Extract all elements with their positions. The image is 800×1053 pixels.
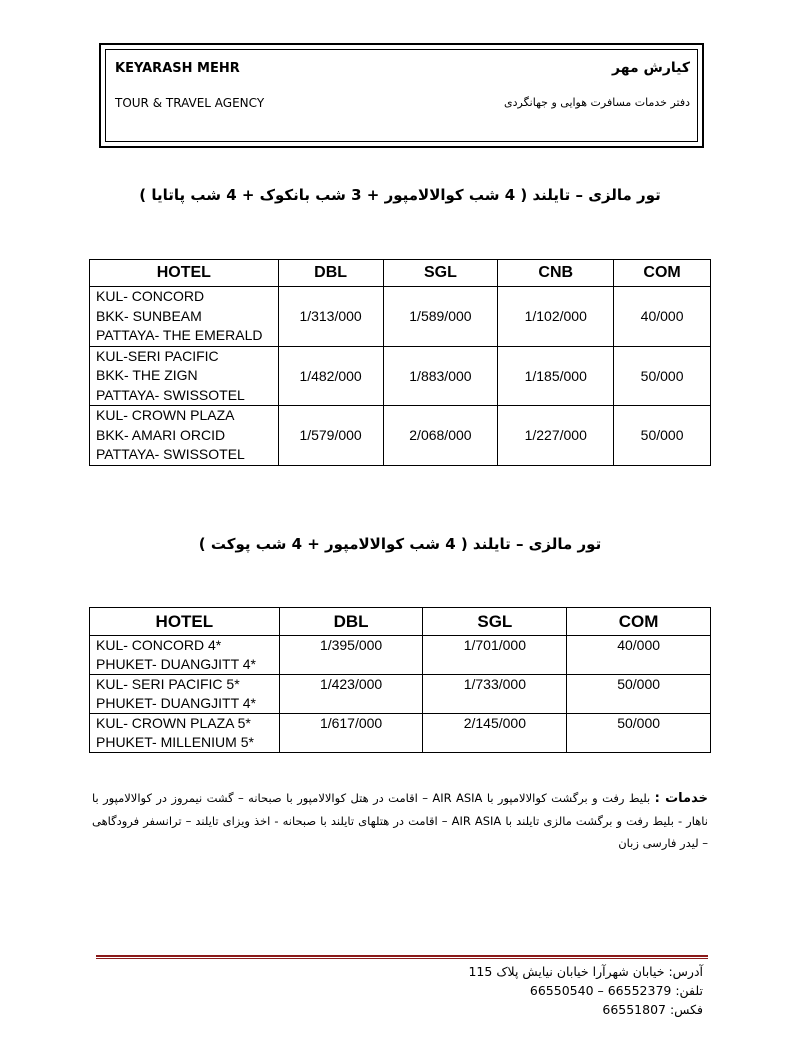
column-header-hotel: HOTEL — [90, 260, 279, 287]
agency-subtitle-persian: دفتر خدمات مسافرت هوایی و جهانگردی — [504, 96, 690, 109]
sgl-price: 1/589/000 — [383, 287, 498, 347]
hotel-cell — [90, 714, 280, 753]
footer-divider — [96, 955, 708, 959]
hotel-line: KUL- CONCORD 4* — [96, 637, 222, 653]
column-header-dbl: DBL — [279, 608, 423, 636]
hotel-line: BKK- AMARI ORCID — [96, 426, 226, 443]
hotel-cell — [90, 406, 279, 466]
com-value: 40/000 — [614, 287, 711, 347]
tour1-title: تور مالزی – تایلند ( 4 شب کوالالامپور + 3 شب بانکوک + 4 شب پاتایا ) — [139, 186, 661, 204]
column-header-sgl: SGL — [383, 260, 498, 287]
hotel-line: PATTAYA- SWISSOTEL — [96, 386, 245, 403]
hotel-cell — [90, 636, 280, 675]
hotel-line: PATTAYA- SWISSOTEL — [96, 446, 245, 462]
com-value: 50/000 — [614, 406, 711, 466]
services-text: بلیط رفت و برگشت کوالالامپور با AIR ASIA – اقامت در هتل کوالالامپور با صبحانه – گشت نیمروز در کوالالامپور با ناهار - بلیط رفت و برگشت مالزی تایلند با AIR ASIA – اقامت در هتلهای تایلند با صبحانه - اخذ ویزای تایلند – ترانسفر فرودگاهی – لیدر فارسی زبان — [92, 791, 708, 850]
dbl-price: 1/313/000 — [278, 287, 383, 347]
table-header-row — [90, 608, 711, 636]
table-row — [90, 287, 711, 347]
table-row — [90, 406, 711, 466]
table-row — [90, 346, 711, 406]
hotel-line: PHUKET- DUANGJITT 4* — [96, 695, 256, 711]
sgl-price: 1/701/000 — [423, 636, 567, 675]
hotel-line: PATTAYA- THE EMERALD — [96, 327, 263, 343]
footer-phone: تلفن: 66552379 – 66550540 — [529, 983, 703, 998]
services-paragraph — [92, 787, 708, 854]
hotel-line: BKK- THE ZIGN — [96, 367, 198, 383]
sgl-price: 2/145/000 — [423, 714, 567, 753]
agency-name-persian: کیارش مهر — [612, 60, 690, 76]
com-value: 50/000 — [614, 346, 711, 406]
com-value: 50/000 — [567, 714, 711, 753]
sgl-price: 2/068/000 — [383, 406, 498, 466]
dbl-price: 1/395/000 — [279, 636, 423, 675]
hotel-cell — [90, 287, 279, 347]
hotel-cell — [90, 675, 280, 714]
agency-header-box — [99, 43, 704, 148]
dbl-price: 1/579/000 — [278, 406, 383, 466]
footer-contact — [468, 962, 703, 1019]
footer-fax: فکس: 66551807 — [602, 1002, 703, 1017]
table-row — [90, 675, 711, 714]
dbl-price: 1/482/000 — [278, 346, 383, 406]
column-header-cnb: CNB — [498, 260, 614, 287]
table-row — [90, 714, 711, 753]
table-row — [90, 636, 711, 675]
hotel-line: KUL- SERI PACIFIC 5* — [96, 676, 240, 692]
tour2-title: تور مالزی – تایلند ( 4 شب کوالالامپور + 4 شب پوکت ) — [198, 535, 602, 553]
com-value: 50/000 — [567, 675, 711, 714]
hotel-line: PHUKET- DUANGJITT 4* — [96, 656, 256, 672]
hotel-line: KUL- CROWN PLAZA — [96, 407, 235, 423]
agency-header-inner-border — [105, 49, 698, 142]
column-header-dbl: DBL — [278, 260, 383, 287]
sgl-price: 1/733/000 — [423, 675, 567, 714]
hotel-line: KUL- CROWN PLAZA 5* — [96, 715, 251, 731]
hotel-line: KUL- CONCORD — [96, 288, 205, 304]
agency-subtitle-english: TOUR & TRAVEL AGENCY — [115, 96, 265, 110]
cnb-price: 1/227/000 — [498, 406, 614, 466]
column-header-sgl: SGL — [423, 608, 567, 636]
table-header-row — [90, 260, 711, 287]
tour1-rates-table — [89, 259, 711, 466]
hotel-line: PHUKET- MILLENIUM 5* — [96, 734, 254, 750]
com-value: 40/000 — [567, 636, 711, 675]
dbl-price: 1/423/000 — [279, 675, 423, 714]
services-label: خدمات : — [654, 791, 708, 806]
agency-name-english: KEYARASH MEHR — [115, 61, 240, 76]
hotel-line: KUL-SERI PACIFIC — [96, 347, 219, 364]
column-header-com: COM — [614, 260, 711, 287]
tour2-rates-table — [89, 607, 711, 753]
hotel-cell — [90, 346, 279, 406]
column-header-hotel: HOTEL — [90, 608, 280, 636]
dbl-price: 1/617/000 — [279, 714, 423, 753]
hotel-line: BKK- SUNBEAM — [96, 307, 202, 324]
column-header-com: COM — [567, 608, 711, 636]
cnb-price: 1/185/000 — [498, 346, 614, 406]
footer-address: آدرس: خیابان شهرآرا خیابان نیایش پلاک 115 — [468, 964, 703, 979]
sgl-price: 1/883/000 — [383, 346, 498, 406]
cnb-price: 1/102/000 — [498, 287, 614, 347]
